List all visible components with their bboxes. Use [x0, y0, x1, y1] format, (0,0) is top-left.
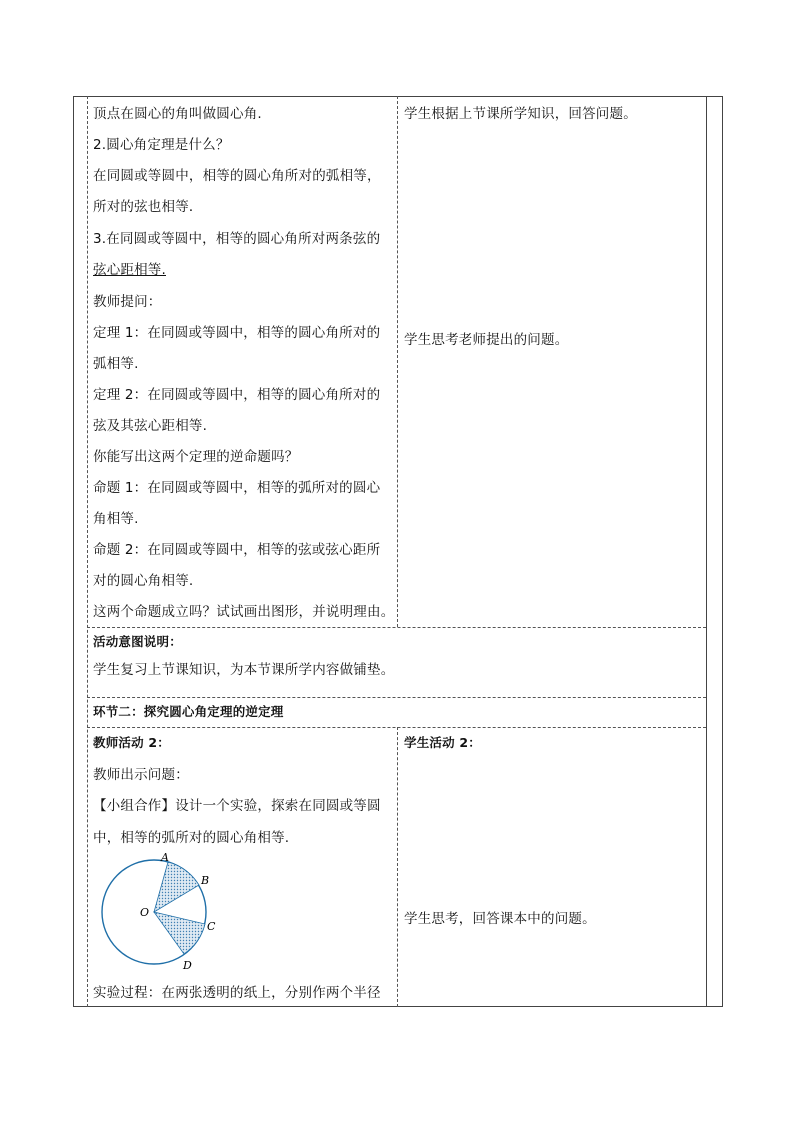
- left-line-1: 顶点在圆心的角叫做圆心角.: [93, 106, 262, 122]
- label-a: A: [161, 852, 169, 864]
- teacher-line-1: 教师出示问题：: [93, 767, 189, 783]
- label-o: O: [140, 906, 150, 919]
- label-d: D: [183, 959, 192, 972]
- teacher-line-3: 中，相等的弧所对的圆心角相等.: [93, 830, 290, 846]
- left-line-2: 2.圆心角定理是什么？: [93, 137, 230, 153]
- intent-text: 学生复习上节课知识，为本节课所学内容做铺垫。: [93, 662, 395, 678]
- circle-figure: [95, 852, 225, 977]
- left-line-12: 你能写出这两个定理的逆命题吗？: [93, 449, 299, 465]
- row-divider-3: [87, 727, 706, 728]
- intent-heading: 活动意图说明：: [93, 634, 182, 649]
- left-line-17: 这两个命题成立吗？试试画出图形，并说明理由。: [93, 604, 395, 620]
- label-c: C: [207, 920, 216, 933]
- table-inner-right-border: [706, 96, 707, 1007]
- left-line-6: 弦心距相等.: [93, 262, 166, 278]
- left-dashed-border: [87, 96, 88, 1007]
- student-answer-2: 学生思考老师提出的问题。: [404, 332, 569, 348]
- left-line-13: 命题 1：在同圆或等圆中，相等的弧所对的圆心: [93, 480, 381, 496]
- teacher-activity-heading: 教师活动 2：: [93, 735, 170, 750]
- label-b: B: [201, 874, 210, 887]
- row-divider-2: [87, 697, 706, 698]
- left-line-10: 定理 2：在同圆或等圆中，相等的圆心角所对的: [93, 387, 381, 403]
- section2-heading: 环节二：探究圆心角定理的逆定理: [93, 704, 284, 719]
- left-line-9: 弧相等.: [93, 356, 139, 372]
- left-line-5: 3.在同圆或等圆中，相等的圆心角所对两条弦的: [93, 231, 381, 247]
- column-divider-bottom: [397, 727, 398, 1007]
- column-divider-top: [397, 96, 398, 627]
- teacher-line-4: 实验过程：在两张透明的纸上，分别作两个半径: [93, 985, 381, 1001]
- teacher-line-2: 【小组合作】设计一个实验，探索在同圆或等圆: [93, 798, 381, 814]
- student-activity-heading: 学生活动 2：: [404, 735, 481, 750]
- student-answer-1: 学生根据上节课所学知识，回答问题。: [404, 106, 637, 122]
- left-line-7: 教师提问：: [93, 294, 162, 310]
- sector-ob: [154, 862, 199, 912]
- left-line-15: 命题 2：在同圆或等圆中，相等的弦或弦心距所: [93, 542, 381, 558]
- left-line-14: 角相等.: [93, 511, 139, 527]
- row-divider-1: [87, 627, 706, 628]
- left-line-8: 定理 1：在同圆或等圆中，相等的圆心角所对的: [93, 325, 381, 341]
- left-line-11: 弦及其弦心距相等.: [93, 418, 208, 434]
- left-line-16: 对的圆心角相等.: [93, 573, 194, 589]
- sector-oc: [154, 912, 205, 954]
- left-line-3: 在同圆或等圆中，相等的圆心角所对的弧相等，: [93, 168, 381, 184]
- left-line-4: 所对的弦也相等．: [93, 199, 203, 215]
- student-activity-answer: 学生思考，回答课本中的问题。: [404, 911, 596, 927]
